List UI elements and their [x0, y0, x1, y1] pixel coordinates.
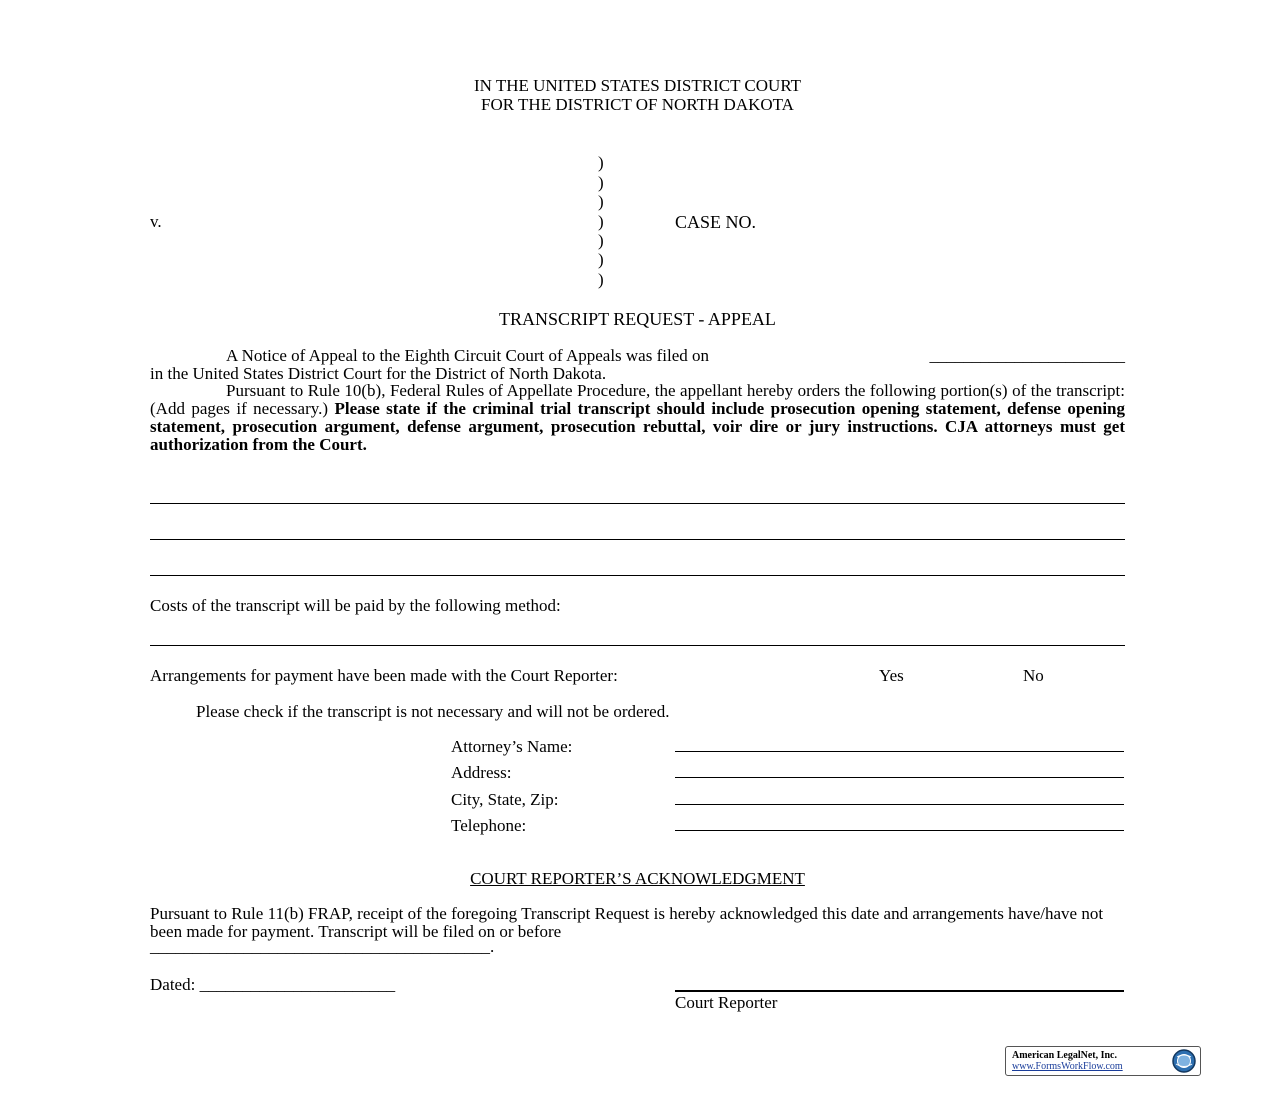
- telephone-line[interactable]: [675, 830, 1124, 831]
- pursuant-paragraph: [150, 382, 1125, 454]
- dated-label: [150, 975, 395, 995]
- court-name-line2: FOR THE DISTRICT OF NORTH DAKOTA: [481, 95, 794, 114]
- notice-paragraph: [150, 347, 1125, 383]
- transcript-portion-line[interactable]: [150, 539, 1125, 540]
- attorney-name-label: Attorney’s Name:: [451, 737, 573, 756]
- caption-paren: ): [598, 173, 604, 192]
- attorney-name-line[interactable]: [675, 751, 1124, 752]
- caption-paren: ): [598, 270, 604, 289]
- publisher-name: American LegalNet, Inc.: [1012, 1050, 1117, 1061]
- transcript-portion-line[interactable]: [150, 503, 1125, 504]
- city-state-zip-label: City, State, Zip:: [451, 790, 559, 809]
- arrangements-label: Arrangements for payment have been made with the Court Reporter:: [150, 666, 618, 685]
- pursuant-bold-text: Please state if the criminal trial transcript should include prosecution opening statement, defense opening statement, prosecution argument, defense argument, prosecution rebuttal, voir dire or jury instructions. CJA attorneys must get authorization from the Court.: [150, 399, 1125, 454]
- caption-paren: ): [598, 231, 604, 250]
- transcript-portion-line[interactable]: [150, 575, 1125, 576]
- publisher-url[interactable]: www.FormsWorkFlow.com: [1012, 1061, 1123, 1072]
- case-number-label: CASE NO.: [675, 212, 757, 232]
- costs-label: Costs of the transcript will be paid by the following method:: [150, 596, 561, 615]
- acknowledgment-paragraph: Pursuant to Rule 11(b) FRAP, receipt of the foregoing Transcript Request is hereby acknowledged this date and arrangements have/have not been made for payment. Transcript will be filed on or before: [150, 904, 1104, 941]
- court-reporter-label: Court Reporter: [675, 993, 778, 1012]
- pursuant-text: Pursuant to Rule 10(b), Federal Rules of Appellate Procedure, the appellant hereby orders the following portion(s) of the transcript: (Add pages if necessary.): [150, 381, 1125, 418]
- versus-label: v.: [150, 212, 162, 231]
- payment-method-line[interactable]: [150, 645, 1125, 646]
- notice-text2: in the United States District Court for the District of North Dakota.: [150, 364, 607, 383]
- globe-icon: [1171, 1048, 1197, 1074]
- form-title: TRANSCRIPT REQUEST - APPEAL: [499, 309, 776, 329]
- arrangements-no[interactable]: No: [1023, 666, 1044, 685]
- court-name-line1: IN THE UNITED STATES DISTRICT COURT: [473, 76, 802, 95]
- acknowledgment-title: COURT REPORTER’S ACKNOWLEDGMENT: [470, 869, 805, 888]
- not-necessary-checkbox-label[interactable]: Please check if the transcript is not necessary and will not be ordered.: [196, 702, 670, 721]
- notice-text: A Notice of Appeal to the Eighth Circuit Court of Appeals was filed on: [226, 346, 709, 365]
- city-state-zip-line[interactable]: [675, 804, 1124, 805]
- address-line[interactable]: [675, 777, 1124, 778]
- caption-paren: ): [598, 212, 604, 231]
- telephone-label: Telephone:: [451, 816, 527, 835]
- address-label: Address:: [451, 763, 512, 782]
- dated-blank[interactable]: _______________________: [199, 975, 396, 994]
- dated-text: Dated:: [150, 975, 196, 994]
- filed-date-blank[interactable]: ________________________________________.: [150, 937, 495, 956]
- caption-paren: ): [598, 192, 604, 211]
- reporter-signature-line[interactable]: [675, 990, 1124, 992]
- notice-date-blank[interactable]: _______________________: [929, 346, 1125, 365]
- caption-paren: ): [598, 153, 604, 172]
- arrangements-yes[interactable]: Yes: [879, 666, 904, 685]
- publisher-logo: [1005, 1046, 1201, 1076]
- caption-paren: ): [598, 250, 604, 269]
